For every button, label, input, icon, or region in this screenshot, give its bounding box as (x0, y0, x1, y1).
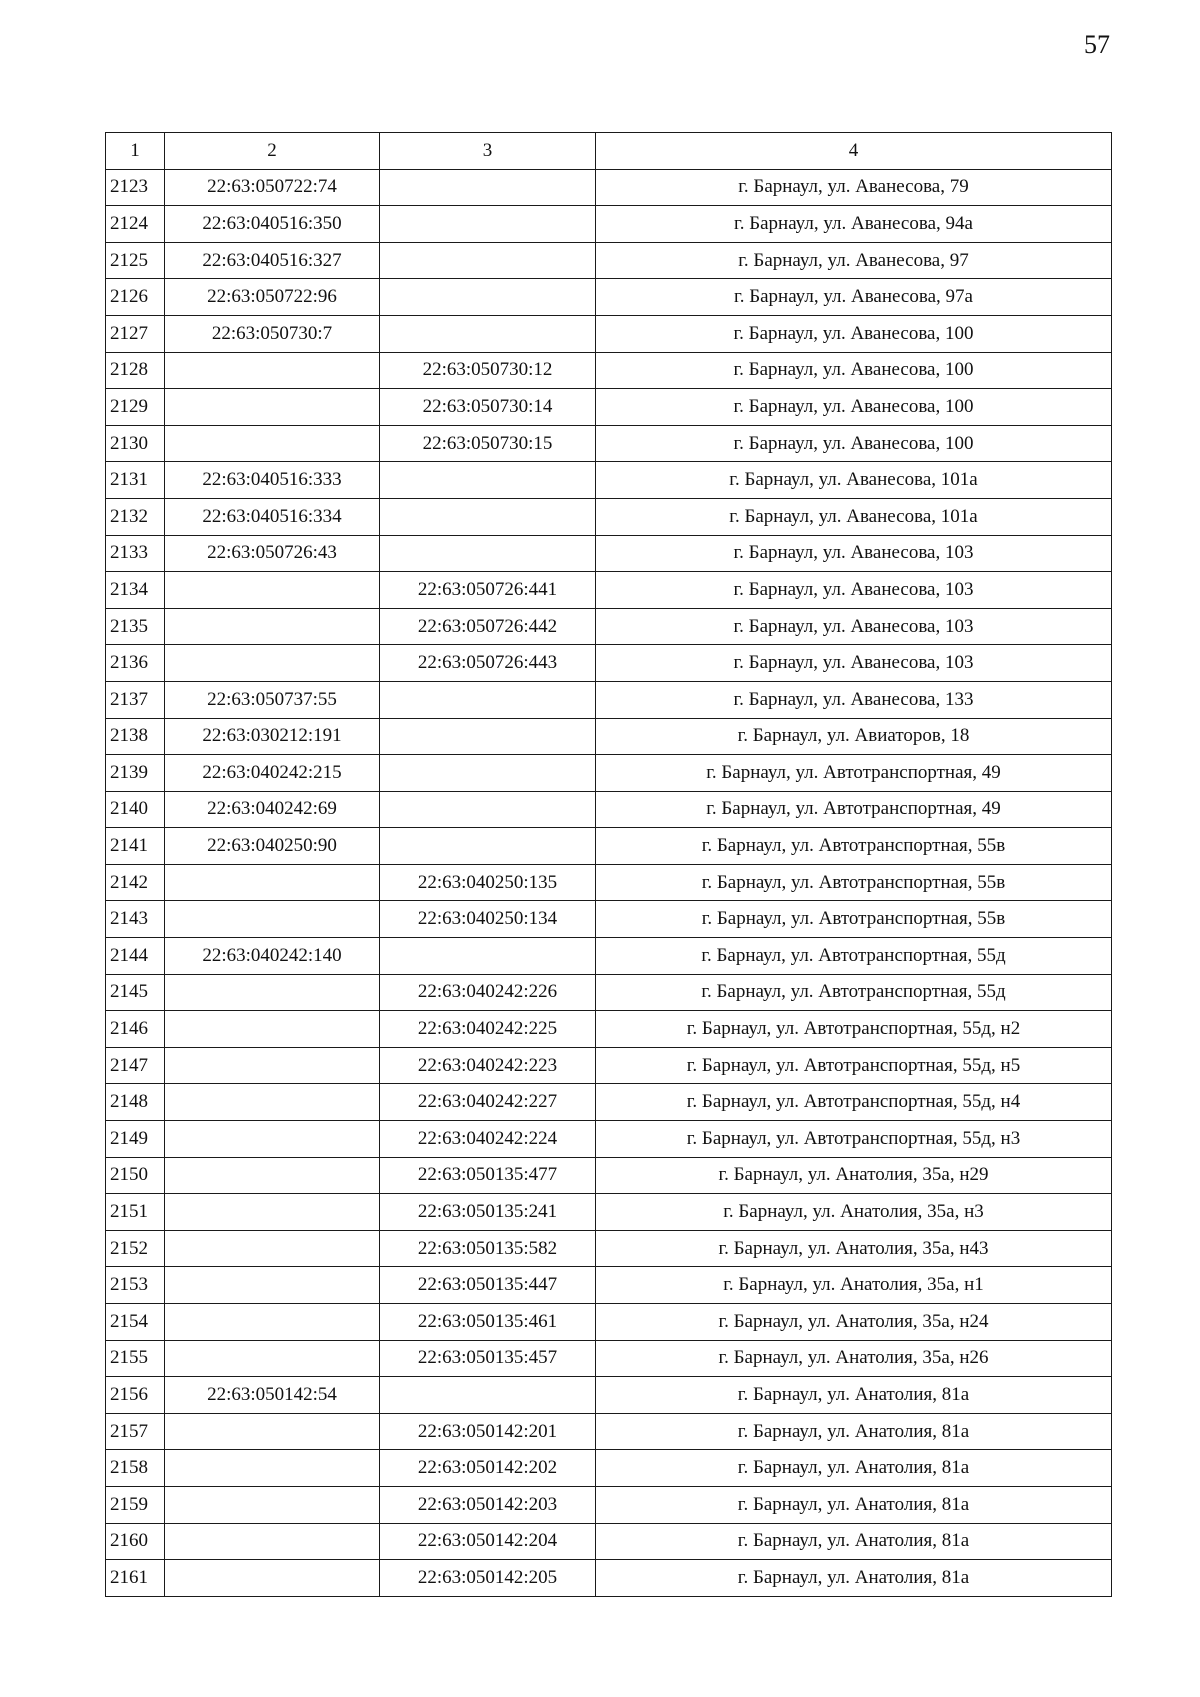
related-cadastral-number-cell: 22:63:040242:225 (380, 1011, 596, 1048)
address-cell: г. Барнаул, ул. Автотранспортная, 55д, н2 (596, 1011, 1112, 1048)
cadastral-number-cell (165, 1230, 380, 1267)
cadastral-number-cell: 22:63:040242:215 (165, 755, 380, 792)
address-cell: г. Барнаул, ул. Аванесова, 100 (596, 425, 1112, 462)
related-cadastral-number-cell: 22:63:050142:202 (380, 1450, 596, 1487)
row-number-cell: 2125 (106, 242, 165, 279)
table-row (106, 242, 1112, 279)
table-row (106, 572, 1112, 609)
address-cell: г. Барнаул, ул. Анатолия, 35а, н29 (596, 1157, 1112, 1194)
table-row (106, 1157, 1112, 1194)
row-number-cell: 2161 (106, 1560, 165, 1597)
address-cell: г. Барнаул, ул. Автотранспортная, 55в (596, 828, 1112, 865)
cadastral-number-cell (165, 864, 380, 901)
address-cell: г. Барнаул, ул. Авиаторов, 18 (596, 718, 1112, 755)
address-cell: г. Барнаул, ул. Аванесова, 101а (596, 498, 1112, 535)
cadastral-number-cell: 22:63:040242:140 (165, 938, 380, 975)
table-row (106, 169, 1112, 206)
address-cell: г. Барнаул, ул. Автотранспортная, 55д (596, 938, 1112, 975)
cadastral-number-cell: 22:63:030212:191 (165, 718, 380, 755)
cadastral-number-cell (165, 974, 380, 1011)
table-row (106, 1450, 1112, 1487)
row-number-cell: 2123 (106, 169, 165, 206)
related-cadastral-number-cell (380, 206, 596, 243)
table-row (106, 1011, 1112, 1048)
related-cadastral-number-cell: 22:63:050730:12 (380, 352, 596, 389)
related-cadastral-number-cell (380, 755, 596, 792)
related-cadastral-number-cell: 22:63:050135:477 (380, 1157, 596, 1194)
cadastral-number-cell (165, 1340, 380, 1377)
row-number-cell: 2160 (106, 1523, 165, 1560)
table-row (106, 681, 1112, 718)
cadastral-number-cell (165, 1011, 380, 1048)
table-row (106, 1560, 1112, 1597)
table-row (106, 498, 1112, 535)
cadastral-number-cell (165, 1560, 380, 1597)
cadastral-number-cell (165, 389, 380, 426)
related-cadastral-number-cell: 22:63:040242:223 (380, 1047, 596, 1084)
cadastral-number-cell (165, 1267, 380, 1304)
related-cadastral-number-cell: 22:63:050135:582 (380, 1230, 596, 1267)
address-cell: г. Барнаул, ул. Автотранспортная, 55д (596, 974, 1112, 1011)
table-row (106, 791, 1112, 828)
cadastral-number-cell: 22:63:040250:90 (165, 828, 380, 865)
cadastral-number-cell: 22:63:050737:55 (165, 681, 380, 718)
address-cell: г. Барнаул, ул. Автотранспортная, 55д, н5 (596, 1047, 1112, 1084)
address-cell: г. Барнаул, ул. Аванесова, 94а (596, 206, 1112, 243)
row-number-cell: 2147 (106, 1047, 165, 1084)
row-number-cell: 2140 (106, 791, 165, 828)
row-number-cell: 2157 (106, 1413, 165, 1450)
address-cell: г. Барнаул, ул. Аванесова, 101а (596, 462, 1112, 499)
address-cell: г. Барнаул, ул. Автотранспортная, 55в (596, 901, 1112, 938)
related-cadastral-number-cell (380, 315, 596, 352)
related-cadastral-number-cell: 22:63:050726:442 (380, 608, 596, 645)
related-cadastral-number-cell: 22:63:050142:203 (380, 1486, 596, 1523)
row-number-cell: 2138 (106, 718, 165, 755)
row-number-cell: 2152 (106, 1230, 165, 1267)
row-number-cell: 2127 (106, 315, 165, 352)
table-body (106, 169, 1112, 1596)
cadastral-number-cell: 22:63:040242:69 (165, 791, 380, 828)
related-cadastral-number-cell: 22:63:050142:201 (380, 1413, 596, 1450)
related-cadastral-number-cell (380, 535, 596, 572)
address-cell: г. Барнаул, ул. Анатолия, 81а (596, 1450, 1112, 1487)
address-cell: г. Барнаул, ул. Аванесова, 97 (596, 242, 1112, 279)
table-row (106, 206, 1112, 243)
table-row (106, 462, 1112, 499)
row-number-cell: 2131 (106, 462, 165, 499)
table-row (106, 1377, 1112, 1414)
cadastral-number-cell (165, 901, 380, 938)
cadastral-number-cell: 22:63:050726:43 (165, 535, 380, 572)
row-number-cell: 2129 (106, 389, 165, 426)
address-cell: г. Барнаул, ул. Автотранспортная, 49 (596, 755, 1112, 792)
table-row (106, 1230, 1112, 1267)
cadastral-number-cell: 22:63:050722:96 (165, 279, 380, 316)
header-row (106, 133, 1112, 170)
address-cell: г. Барнаул, ул. Аванесова, 100 (596, 352, 1112, 389)
cadastral-number-cell: 22:63:050730:7 (165, 315, 380, 352)
header-col-1: 1 (106, 133, 165, 170)
table-row (106, 1486, 1112, 1523)
table-row (106, 389, 1112, 426)
cadastral-number-cell: 22:63:040516:327 (165, 242, 380, 279)
row-number-cell: 2135 (106, 608, 165, 645)
table-row (106, 315, 1112, 352)
related-cadastral-number-cell: 22:63:040242:226 (380, 974, 596, 1011)
row-number-cell: 2133 (106, 535, 165, 572)
table-row (106, 352, 1112, 389)
table-row (106, 718, 1112, 755)
table-row (106, 1047, 1112, 1084)
address-cell: г. Барнаул, ул. Анатолия, 35а, н24 (596, 1304, 1112, 1341)
row-number-cell: 2145 (106, 974, 165, 1011)
table-row (106, 864, 1112, 901)
related-cadastral-number-cell: 22:63:050730:14 (380, 389, 596, 426)
table-row (106, 1340, 1112, 1377)
row-number-cell: 2136 (106, 645, 165, 682)
address-cell: г. Барнаул, ул. Автотранспортная, 55д, н3 (596, 1121, 1112, 1158)
address-cell: г. Барнаул, ул. Анатолия, 81а (596, 1523, 1112, 1560)
row-number-cell: 2146 (106, 1011, 165, 1048)
address-cell: г. Барнаул, ул. Анатолия, 81а (596, 1486, 1112, 1523)
related-cadastral-number-cell: 22:63:050726:443 (380, 645, 596, 682)
address-cell: г. Барнаул, ул. Анатолия, 35а, н26 (596, 1340, 1112, 1377)
row-number-cell: 2142 (106, 864, 165, 901)
related-cadastral-number-cell: 22:63:050142:205 (380, 1560, 596, 1597)
address-cell: г. Барнаул, ул. Анатолия, 81а (596, 1377, 1112, 1414)
table-header (106, 133, 1112, 170)
address-cell: г. Барнаул, ул. Аванесова, 100 (596, 315, 1112, 352)
table-row (106, 425, 1112, 462)
table-row (106, 1523, 1112, 1560)
cadastral-number-cell: 22:63:040516:350 (165, 206, 380, 243)
row-number-cell: 2126 (106, 279, 165, 316)
address-cell: г. Барнаул, ул. Аванесова, 100 (596, 389, 1112, 426)
table-row (106, 901, 1112, 938)
header-col-3: 3 (380, 133, 596, 170)
cadastral-number-cell (165, 1084, 380, 1121)
related-cadastral-number-cell (380, 1377, 596, 1414)
related-cadastral-number-cell (380, 462, 596, 499)
related-cadastral-number-cell (380, 242, 596, 279)
row-number-cell: 2155 (106, 1340, 165, 1377)
header-col-4: 4 (596, 133, 1112, 170)
address-cell: г. Барнаул, ул. Анатолия, 81а (596, 1560, 1112, 1597)
address-cell: г. Барнаул, ул. Анатолия, 35а, н43 (596, 1230, 1112, 1267)
related-cadastral-number-cell: 22:63:050726:441 (380, 572, 596, 609)
related-cadastral-number-cell: 22:63:050135:241 (380, 1194, 596, 1231)
cadastral-number-cell: 22:63:050722:74 (165, 169, 380, 206)
related-cadastral-number-cell (380, 498, 596, 535)
table-row (106, 1194, 1112, 1231)
related-cadastral-number-cell: 22:63:040242:224 (380, 1121, 596, 1158)
row-number-cell: 2159 (106, 1486, 165, 1523)
row-number-cell: 2154 (106, 1304, 165, 1341)
row-number-cell: 2158 (106, 1450, 165, 1487)
related-cadastral-number-cell: 22:63:040250:135 (380, 864, 596, 901)
cadastral-number-cell (165, 1486, 380, 1523)
related-cadastral-number-cell (380, 279, 596, 316)
row-number-cell: 2130 (106, 425, 165, 462)
table-row (106, 1084, 1112, 1121)
row-number-cell: 2128 (106, 352, 165, 389)
address-cell: г. Барнаул, ул. Аванесова, 133 (596, 681, 1112, 718)
address-cell: г. Барнаул, ул. Автотранспортная, 49 (596, 791, 1112, 828)
related-cadastral-number-cell: 22:63:050135:457 (380, 1340, 596, 1377)
row-number-cell: 2141 (106, 828, 165, 865)
cadastral-number-cell: 22:63:040516:333 (165, 462, 380, 499)
address-cell: г. Барнаул, ул. Анатолия, 81а (596, 1413, 1112, 1450)
row-number-cell: 2132 (106, 498, 165, 535)
cadastral-number-cell (165, 1194, 380, 1231)
row-number-cell: 2156 (106, 1377, 165, 1414)
address-cell: г. Барнаул, ул. Аванесова, 103 (596, 572, 1112, 609)
cadastral-number-cell (165, 1450, 380, 1487)
cadastral-number-cell (165, 1413, 380, 1450)
cadastral-number-cell (165, 645, 380, 682)
table-row (106, 755, 1112, 792)
related-cadastral-number-cell (380, 938, 596, 975)
address-cell: г. Барнаул, ул. Анатолия, 35а, н3 (596, 1194, 1112, 1231)
header-col-2: 2 (165, 133, 380, 170)
cadastral-number-cell (165, 1523, 380, 1560)
cadastral-number-cell (165, 1121, 380, 1158)
related-cadastral-number-cell (380, 681, 596, 718)
address-cell: г. Барнаул, ул. Аванесова, 97а (596, 279, 1112, 316)
table-row (106, 1304, 1112, 1341)
cadastral-number-cell (165, 1157, 380, 1194)
address-cell: г. Барнаул, ул. Аванесова, 79 (596, 169, 1112, 206)
cadastral-number-cell (165, 425, 380, 462)
related-cadastral-number-cell (380, 718, 596, 755)
cadastral-number-cell (165, 572, 380, 609)
table-row (106, 828, 1112, 865)
address-cell: г. Барнаул, ул. Автотранспортная, 55в (596, 864, 1112, 901)
row-number-cell: 2151 (106, 1194, 165, 1231)
address-cell: г. Барнаул, ул. Аванесова, 103 (596, 645, 1112, 682)
cadastral-number-cell (165, 1304, 380, 1341)
table-row (106, 974, 1112, 1011)
table-row (106, 1413, 1112, 1450)
row-number-cell: 2139 (106, 755, 165, 792)
row-number-cell: 2137 (106, 681, 165, 718)
related-cadastral-number-cell (380, 169, 596, 206)
cadastral-number-cell (165, 1047, 380, 1084)
row-number-cell: 2143 (106, 901, 165, 938)
related-cadastral-number-cell: 22:63:050135:447 (380, 1267, 596, 1304)
related-cadastral-number-cell: 22:63:040242:227 (380, 1084, 596, 1121)
related-cadastral-number-cell: 22:63:040250:134 (380, 901, 596, 938)
table-row (106, 608, 1112, 645)
address-cell: г. Барнаул, ул. Анатолия, 35а, н1 (596, 1267, 1112, 1304)
address-cell: г. Барнаул, ул. Аванесова, 103 (596, 608, 1112, 645)
related-cadastral-number-cell: 22:63:050730:15 (380, 425, 596, 462)
table-row (106, 938, 1112, 975)
row-number-cell: 2149 (106, 1121, 165, 1158)
related-cadastral-number-cell: 22:63:050142:204 (380, 1523, 596, 1560)
cadastral-number-cell (165, 352, 380, 389)
row-number-cell: 2144 (106, 938, 165, 975)
related-cadastral-number-cell: 22:63:050135:461 (380, 1304, 596, 1341)
cadastral-number-cell (165, 608, 380, 645)
table-row (106, 279, 1112, 316)
related-cadastral-number-cell (380, 791, 596, 828)
address-cell: г. Барнаул, ул. Автотранспортная, 55д, н4 (596, 1084, 1112, 1121)
address-cell: г. Барнаул, ул. Аванесова, 103 (596, 535, 1112, 572)
table-row (106, 1121, 1112, 1158)
table-row (106, 645, 1112, 682)
page-number: 57 (1084, 30, 1110, 59)
row-number-cell: 2124 (106, 206, 165, 243)
table-row (106, 1267, 1112, 1304)
registry-table (105, 132, 1112, 1597)
cadastral-number-cell: 22:63:050142:54 (165, 1377, 380, 1414)
row-number-cell: 2148 (106, 1084, 165, 1121)
related-cadastral-number-cell (380, 828, 596, 865)
row-number-cell: 2153 (106, 1267, 165, 1304)
table-row (106, 535, 1112, 572)
row-number-cell: 2134 (106, 572, 165, 609)
cadastral-number-cell: 22:63:040516:334 (165, 498, 380, 535)
row-number-cell: 2150 (106, 1157, 165, 1194)
